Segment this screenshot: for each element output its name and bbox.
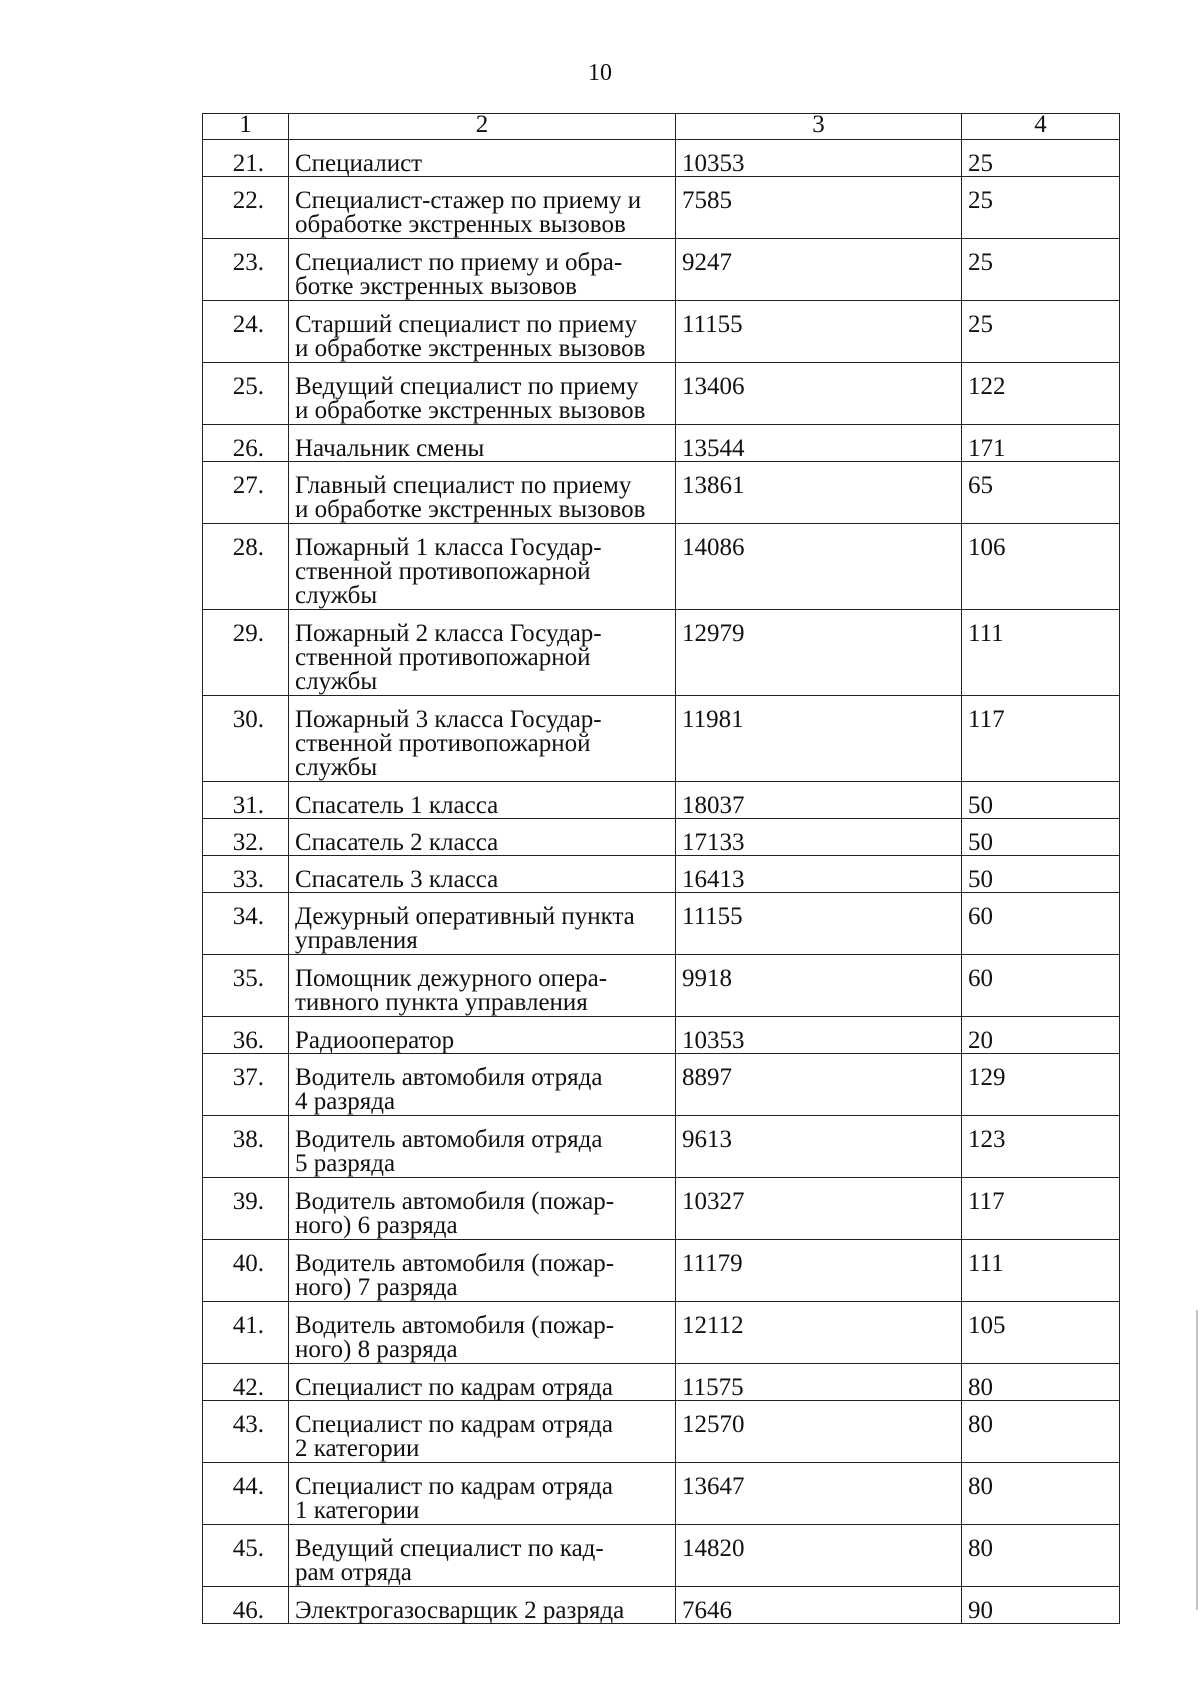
salary-cell: 11981 — [676, 696, 962, 782]
row-number-cell: 23. — [203, 239, 289, 301]
position-name-cell: Пожарный 1 класса Государ- ственной противопожарной службы — [289, 524, 676, 610]
position-name-cell: Спасатель 3 класса — [289, 856, 676, 893]
salary-cell: 12112 — [676, 1302, 962, 1364]
row-number-cell: 32. — [203, 819, 289, 856]
count-cell: 111 — [962, 1240, 1120, 1302]
table-header — [203, 111, 1120, 140]
salary-cell: 7585 — [676, 177, 962, 239]
row-number-cell: 26. — [203, 425, 289, 462]
count-cell: 80 — [962, 1364, 1120, 1401]
position-name-cell: Водитель автомобиля (пожар- ного) 7 разряда — [289, 1240, 676, 1302]
table-row — [203, 1017, 1120, 1054]
salary-cell: 12979 — [676, 610, 962, 696]
row-number-cell: 24. — [203, 301, 289, 363]
position-name-cell: Помощник дежурного опера- тивного пункта управления — [289, 955, 676, 1017]
salary-cell: 13406 — [676, 363, 962, 425]
table-row — [203, 1364, 1120, 1401]
position-name-cell: Старший специалист по приему и обработке экстренных вызовов — [289, 301, 676, 363]
count-cell: 80 — [962, 1463, 1120, 1525]
page-number: 10 — [588, 60, 612, 86]
salary-cell: 14086 — [676, 524, 962, 610]
row-number-cell: 43. — [203, 1401, 289, 1463]
salary-cell: 9918 — [676, 955, 962, 1017]
salary-cell: 10353 — [676, 1017, 962, 1054]
salary-cell: 12570 — [676, 1401, 962, 1463]
salary-cell: 10327 — [676, 1178, 962, 1240]
row-number-cell: 46. — [203, 1587, 289, 1624]
position-name-cell: Спасатель 2 класса — [289, 819, 676, 856]
position-name-cell: Водитель автомобиля (пожар- ного) 6 разряда — [289, 1178, 676, 1240]
row-number-cell: 45. — [203, 1525, 289, 1587]
row-number-cell: 36. — [203, 1017, 289, 1054]
row-number-cell: 29. — [203, 610, 289, 696]
salary-cell: 13647 — [676, 1463, 962, 1525]
row-number-cell: 34. — [203, 893, 289, 955]
table-row — [203, 177, 1120, 239]
header-col-3: 3 — [676, 114, 962, 140]
table-row — [203, 1178, 1120, 1240]
table-row — [203, 1463, 1120, 1525]
position-name-cell: Специалист — [289, 140, 676, 177]
count-cell: 25 — [962, 140, 1120, 177]
table-row — [203, 1401, 1120, 1463]
position-name-cell: Водитель автомобиля отряда 4 разряда — [289, 1054, 676, 1116]
table-row — [203, 1302, 1120, 1364]
row-number-cell: 39. — [203, 1178, 289, 1240]
position-name-cell: Специалист по кадрам отряда 2 категории — [289, 1401, 676, 1463]
table-row — [203, 1587, 1120, 1624]
row-number-cell: 41. — [203, 1302, 289, 1364]
salary-cell: 13544 — [676, 425, 962, 462]
position-name-cell: Начальник смены — [289, 425, 676, 462]
table-row — [203, 239, 1120, 301]
position-name-cell: Водитель автомобиля (пожар- ного) 8 разряда — [289, 1302, 676, 1364]
table-body — [203, 140, 1120, 1624]
salary-cell: 13861 — [676, 462, 962, 524]
position-name-cell: Пожарный 3 класса Государ- ственной противопожарной службы — [289, 696, 676, 782]
row-number-cell: 35. — [203, 955, 289, 1017]
count-cell: 80 — [962, 1401, 1120, 1463]
table-row — [203, 1116, 1120, 1178]
table-row — [203, 893, 1120, 955]
count-cell: 60 — [962, 955, 1120, 1017]
count-cell: 171 — [962, 425, 1120, 462]
count-cell: 123 — [962, 1116, 1120, 1178]
count-cell: 117 — [962, 696, 1120, 782]
count-cell: 117 — [962, 1178, 1120, 1240]
position-name-cell: Специалист по приему и обра- ботке экстренных вызовов — [289, 239, 676, 301]
position-name-cell: Специалист по кадрам отряда 1 категории — [289, 1463, 676, 1525]
count-cell: 50 — [962, 819, 1120, 856]
position-name-cell: Главный специалист по приему и обработке экстренных вызовов — [289, 462, 676, 524]
row-number-cell: 31. — [203, 782, 289, 819]
count-cell: 60 — [962, 893, 1120, 955]
table-row — [203, 301, 1120, 363]
salary-cell: 10353 — [676, 140, 962, 177]
salary-cell: 17133 — [676, 819, 962, 856]
position-name-cell: Специалист-стажер по приему и обработке экстренных вызовов — [289, 177, 676, 239]
position-name-cell: Ведущий специалист по кад- рам отряда — [289, 1525, 676, 1587]
table-row — [203, 1054, 1120, 1116]
row-number-cell: 33. — [203, 856, 289, 893]
table-row — [203, 610, 1120, 696]
row-number-cell: 25. — [203, 363, 289, 425]
count-cell: 25 — [962, 301, 1120, 363]
row-number-cell: 40. — [203, 1240, 289, 1302]
salary-cell: 11155 — [676, 893, 962, 955]
count-cell: 129 — [962, 1054, 1120, 1116]
row-number-cell: 38. — [203, 1116, 289, 1178]
position-name-cell: Водитель автомобиля отряда 5 разряда — [289, 1116, 676, 1178]
salary-cell: 7646 — [676, 1587, 962, 1624]
count-cell: 65 — [962, 462, 1120, 524]
salary-cell: 14820 — [676, 1525, 962, 1587]
position-name-cell: Специалист по кадрам отряда — [289, 1364, 676, 1401]
position-name-cell: Спасатель 1 класса — [289, 782, 676, 819]
position-name-cell: Пожарный 2 класса Государ- ственной противопожарной службы — [289, 610, 676, 696]
salary-cell: 9247 — [676, 239, 962, 301]
count-cell: 25 — [962, 177, 1120, 239]
header-col-4: 4 — [962, 114, 1120, 140]
table-row — [203, 696, 1120, 782]
position-name-cell: Электрогазосварщик 2 разряда — [289, 1587, 676, 1624]
salary-cell: 16413 — [676, 856, 962, 893]
table-row — [203, 363, 1120, 425]
count-cell: 80 — [962, 1525, 1120, 1587]
scan-artifact — [1196, 1310, 1198, 1610]
salary-cell: 11179 — [676, 1240, 962, 1302]
count-cell: 20 — [962, 1017, 1120, 1054]
table-row — [203, 425, 1120, 462]
table-row — [203, 955, 1120, 1017]
table-row — [203, 140, 1120, 177]
row-number-cell: 30. — [203, 696, 289, 782]
row-number-cell: 42. — [203, 1364, 289, 1401]
position-name-cell: Дежурный оперативный пункта управления — [289, 893, 676, 955]
header-col-1: 1 — [203, 114, 289, 140]
salary-cell: 11155 — [676, 301, 962, 363]
staff-table — [202, 113, 1120, 1624]
header-row — [203, 114, 1120, 140]
row-number-cell: 21. — [203, 140, 289, 177]
header-col-2: 2 — [289, 114, 676, 140]
count-cell: 105 — [962, 1302, 1120, 1364]
salary-cell: 9613 — [676, 1116, 962, 1178]
row-number-cell: 44. — [203, 1463, 289, 1525]
count-cell: 50 — [962, 856, 1120, 893]
table-row — [203, 462, 1120, 524]
table-row — [203, 782, 1120, 819]
count-cell: 122 — [962, 363, 1120, 425]
table-row — [203, 1525, 1120, 1587]
count-cell: 90 — [962, 1587, 1120, 1624]
row-number-cell: 22. — [203, 177, 289, 239]
row-number-cell: 27. — [203, 462, 289, 524]
salary-cell: 11575 — [676, 1364, 962, 1401]
salary-cell: 18037 — [676, 782, 962, 819]
table-row — [203, 1240, 1120, 1302]
count-cell: 50 — [962, 782, 1120, 819]
salary-cell: 8897 — [676, 1054, 962, 1116]
table-row — [203, 856, 1120, 893]
count-cell: 25 — [962, 239, 1120, 301]
position-name-cell: Ведущий специалист по приему и обработке экстренных вызовов — [289, 363, 676, 425]
count-cell: 106 — [962, 524, 1120, 610]
table-row — [203, 524, 1120, 610]
position-name-cell: Радиооператор — [289, 1017, 676, 1054]
count-cell: 111 — [962, 610, 1120, 696]
row-number-cell: 37. — [203, 1054, 289, 1116]
row-number-cell: 28. — [203, 524, 289, 610]
table-row — [203, 819, 1120, 856]
